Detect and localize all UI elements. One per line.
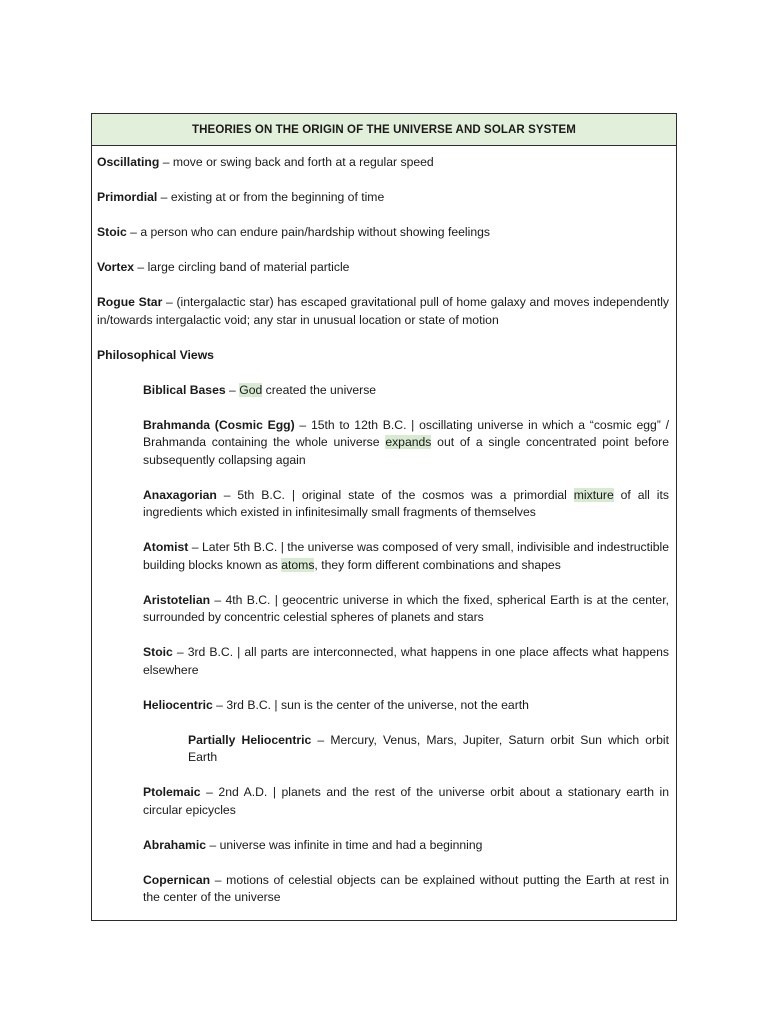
definition-text: (intergalactic star) has escaped gravitational pull of home galaxy and moves independently in/towards intergalactic void; any star in unusual location or state of motion [97,295,670,327]
highlight: expands [385,435,432,449]
term: Abrahamic [143,837,206,852]
definition-text: large circling band of material particle [147,260,350,274]
definition-text: move or swing back and forth at a regular speed [172,155,434,169]
definition-oscillating: Oscillating – move or swing back and forth at a regular speed [97,155,434,169]
term: Biblical Bases [143,382,226,397]
view-aristotelian: Aristotelian – 4th B.C. | geocentric universe in which the fixed, spherical Earth is at the center, surrounded by concentric celestial spheres of planets and stars [143,592,669,624]
view-heliocentric: Heliocentric – 3rd B.C. | sun is the center of the universe, not the earth [143,697,529,712]
term: Atomist [143,540,189,554]
term: Rogue Star [97,295,163,309]
view-anaxagorian: Anaxagorian – 5th B.C. | original state of the cosmos was a primordial mixture of all its ingredients which existed in infinitesimally small fragments of themselves [143,487,669,519]
term: Primordial [97,190,158,204]
term: Oscillating [97,155,160,169]
term: Copernican [143,872,211,887]
term: Stoic [97,225,127,239]
definition-primordial: Primordial – existing at or from the beginning of time [97,190,385,204]
highlight: God [239,382,263,397]
view-ptolemaic: Ptolemaic – 2nd A.D. | planets and the rest of the universe orbit about a stationary earth in circular epicycles [143,785,669,817]
box-body [92,146,676,907]
term: Ptolemaic [143,785,201,799]
highlight: atoms [281,557,315,572]
definition-text: a person who can endure pain/hardship without showing feelings [140,225,490,239]
term: Brahmanda (Cosmic Egg) [143,417,295,432]
view-partially-heliocentric: Partially Heliocentric – Mercury, Venus, Mars, Jupiter, Saturn orbit Sun which orbit Earth [188,732,669,764]
term: Aristotelian [143,592,211,607]
view-copernican: Copernican – motions of celestial objects can be explained without putting the Earth at rest in the center of the universe [143,872,669,904]
definition-rogue-star: Rogue Star – (intergalactic star) has escaped gravitational pull of home galaxy and moves independently in/towards intergalactic void; any star in unusual location or state of motion [97,295,670,327]
highlight: mixture [573,487,614,502]
theories-box [91,113,677,921]
view-brahmanda: Brahmanda (Cosmic Egg) – 15th to 12th B.C. | oscillating universe in which a “cosmic egg” / Brahmanda containing the whole universe expands out of a single concentrated point before subsequently collapsing again [143,417,669,467]
definition-text: existing at or from the beginning of time [170,190,385,204]
term: Anaxagorian [143,487,217,502]
term: Partially Heliocentric [188,732,312,747]
section-heading: Philosophical Views [97,347,214,362]
view-atomist: Atomist – Later 5th B.C. | the universe was composed of very small, indivisible and indestructible building blocks known as atoms, they form different combinations and shapes [143,540,669,572]
view-stoic: Stoic – 3rd B.C. | all parts are interconnected, what happens in one place affects what happens elsewhere [143,645,669,677]
term: Heliocentric [143,697,213,712]
box-title: THEORIES ON THE ORIGIN OF THE UNIVERSE AND SOLAR SYSTEM [92,114,676,146]
view-abrahamic: Abrahamic – universe was infinite in time and had a beginning [143,837,483,852]
term: Vortex [97,260,135,274]
view-biblical-bases: Biblical Bases – God created the universe [143,382,377,397]
term: Stoic [143,645,173,659]
definition-vortex: Vortex – large circling band of material particle [97,260,350,274]
definition-stoic: Stoic – a person who can endure pain/hardship without showing feelings [97,225,490,239]
